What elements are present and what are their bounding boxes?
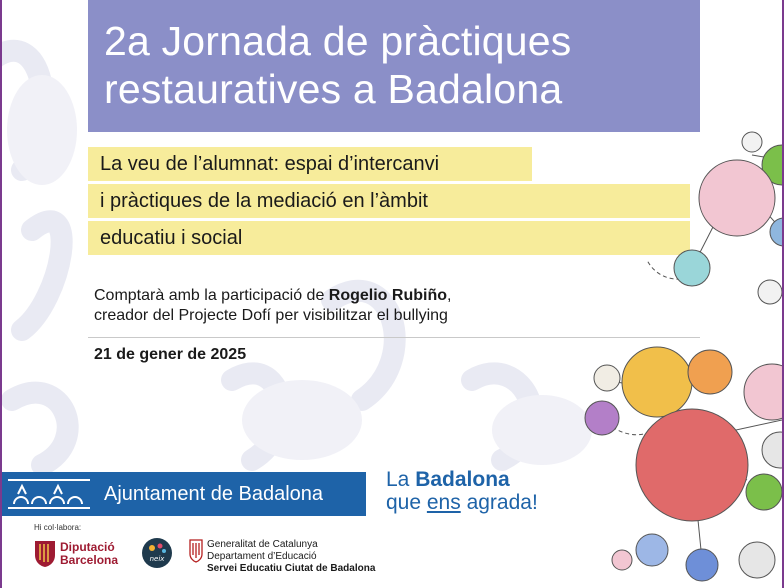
neix-logo-icon xyxy=(141,537,173,569)
generalitat-line-3: Servei Educatiu Ciutat de Badalona xyxy=(207,563,376,574)
slogan-ens: ens xyxy=(426,491,461,514)
subtitle-bold: La veu de l’alumnat: xyxy=(100,153,280,175)
slogan-la: La xyxy=(386,468,416,491)
diputacio-line-2: Barcelona xyxy=(60,553,119,567)
page-title-line-2: restauratives a Badalona xyxy=(104,66,563,112)
diputacio-shield-icon xyxy=(34,540,56,568)
diputacio-line-1: Diputació xyxy=(60,540,115,554)
ajuntament-logo-icon xyxy=(2,472,96,516)
subtitle-line-1 xyxy=(88,147,532,181)
diputacio-name xyxy=(60,541,118,567)
slogan-agrada: agrada! xyxy=(460,491,538,514)
slogan-que: que xyxy=(386,491,427,514)
badalona-slogan xyxy=(386,468,538,514)
generalitat-text xyxy=(207,539,375,575)
title-banner xyxy=(88,0,700,132)
collaborators-label: Hi col·labora: xyxy=(34,523,82,532)
ajuntament-name: Ajuntament de Badalona xyxy=(104,483,324,505)
subtitle-line-1-rest: espai d’intercanvi xyxy=(279,153,440,175)
participation-text xyxy=(94,286,614,326)
speaker-name: Rogelio Rubiño xyxy=(328,287,447,304)
subtitle-line-3: educatiu i social xyxy=(88,221,690,255)
slogan-badalona: Badalona xyxy=(415,468,510,491)
neix-label: neix xyxy=(149,555,165,563)
generalitat-line-1: Generalitat de Catalunya xyxy=(207,539,318,550)
molecule-decoration xyxy=(562,120,784,588)
participation-suffix: , xyxy=(446,287,452,304)
generalitat-line-2: Departament d’Educació xyxy=(207,551,317,562)
event-date: 21 de gener de 2025 xyxy=(94,346,247,363)
participation-prefix: Comptarà amb la participació de xyxy=(94,287,329,304)
generalitat-logo-icon xyxy=(189,539,203,563)
page-title-line-1: 2a Jornada de pràctiques xyxy=(104,18,572,64)
subtitle-line-2: i pràctiques de la mediació en l’àmbit xyxy=(88,184,690,218)
participation-line-2: creador del Projecte Dofí per visibilitzar el bullying xyxy=(94,307,448,324)
